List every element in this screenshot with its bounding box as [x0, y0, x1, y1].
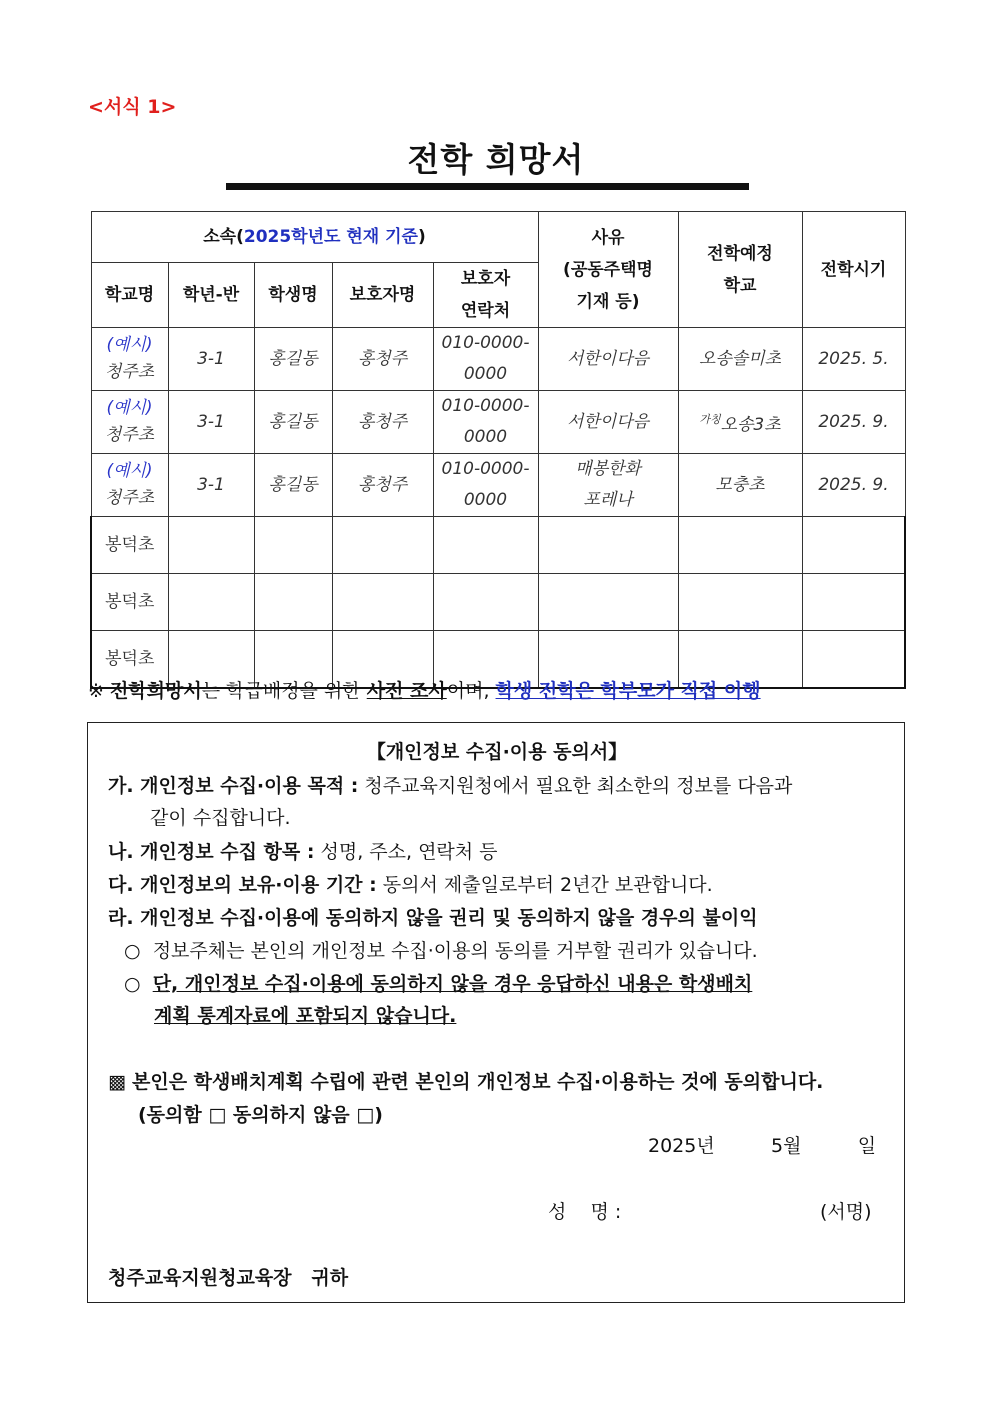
consent-options[interactable]: (동의함 □ 동의하지 않음 □): [138, 1104, 383, 1126]
target-school-input-cell[interactable]: [678, 574, 802, 631]
timing-input-cell[interactable]: [802, 517, 905, 574]
guardian-cell: 홍청주: [332, 454, 433, 517]
contact-cell: 010-0000- 0000: [433, 391, 538, 454]
contact-cell: 010-0000- 0000: [433, 328, 538, 391]
col-school-header: 학교명: [91, 263, 168, 328]
target-school-cell: 오송솔미초: [678, 328, 802, 391]
grade-cell: 3-1: [168, 328, 254, 391]
col-guardian-header: 보호자명: [332, 263, 433, 328]
note-emphasis: 학생 전학은 학부모가 직접 이행: [495, 680, 761, 702]
table-row: [91, 454, 905, 517]
student-cell: 홍길동: [254, 454, 332, 517]
consent-item-rights: 라. 개인정보 수집·이용에 동의하지 않을 권리 및 동의하지 않을 경우의 불이익: [108, 907, 758, 929]
timing-header: 전학시기: [802, 212, 905, 328]
school-cell: (예시) 청주초: [91, 454, 168, 517]
consent-bullet-2: ○ 단, 개인정보 수집·이용에 동의하지 않을 경우 응답하신 내용은 학생배치: [124, 973, 753, 995]
reason-cell: 서한이다음: [538, 391, 678, 454]
target-school-input-cell[interactable]: [678, 517, 802, 574]
page-title: 전학 희망서: [407, 140, 585, 179]
group-header: 소속(2025학년도 현재 기준): [91, 212, 538, 263]
student-input-cell[interactable]: [254, 517, 332, 574]
tentative-mark: 가칭: [699, 412, 721, 426]
consent-item-purpose-cont: 같이 수집합니다.: [150, 807, 291, 829]
reason-input-cell[interactable]: [538, 517, 678, 574]
col-contact-header: 보호자 연락처: [433, 263, 538, 328]
signature-name-label: 성 명 :: [548, 1201, 622, 1223]
form-label: <서식 1>: [88, 96, 177, 118]
table-row: [91, 328, 905, 391]
target-school-cell: $^{가칭}$오송3초: [678, 391, 802, 454]
guardian-cell: 홍청주: [332, 391, 433, 454]
grade-cell: 3-1: [168, 391, 254, 454]
consent-bullet-1: ○ 정보주체는 본인의 개인정보 수집·이용의 동의를 거부할 권리가 있습니다.: [124, 940, 758, 962]
contact-input-cell[interactable]: [433, 517, 538, 574]
consent-title: 【개인정보 수집·이용 동의서】: [366, 741, 628, 763]
consent-item-purpose: 가. 개인정보 수집·이용 목적 : 청주교육지원청에서 필요한 최소한의 정보를 다음과: [108, 775, 793, 797]
student-cell: 홍길동: [254, 391, 332, 454]
target-school-header: 전학예정 학교: [678, 212, 802, 328]
consent-item-retention: 다. 개인정보의 보유·이용 기간 : 동의서 제출일로부터 2년간 보관합니다.: [108, 874, 713, 896]
contact-cell: 010-0000- 0000: [433, 454, 538, 517]
student-input-cell[interactable]: [254, 574, 332, 631]
signature-mark[interactable]: (서명): [820, 1201, 872, 1223]
timing-input-cell[interactable]: [802, 574, 905, 631]
consent-bullet-2-cont: 계획 통계자료에 포함되지 않습니다.: [154, 1005, 457, 1027]
timing-cell: 2025. 9.: [802, 391, 905, 454]
school-cell: (예시) 청주초: [91, 328, 168, 391]
target-school-cell: 모충초: [678, 454, 802, 517]
school-cell: 봉덕초: [91, 517, 168, 574]
grade-input-cell[interactable]: [168, 517, 254, 574]
col-grade-header: 학년-반: [168, 263, 254, 328]
grade-input-cell[interactable]: [168, 574, 254, 631]
reason-input-cell[interactable]: [538, 574, 678, 631]
guardian-cell: 홍청주: [332, 328, 433, 391]
table-row: [91, 574, 905, 631]
consent-item-fields: 나. 개인정보 수집 항목 : 성명, 주소, 연락처 등: [108, 841, 498, 863]
guardian-input-cell[interactable]: [332, 517, 433, 574]
student-cell: 홍길동: [254, 328, 332, 391]
transfer-note: ※ 전학희망서는 학급배정을 위한 사전 조사이며, 학생 전학은 학부모가 직접 이행: [88, 680, 761, 702]
consent-date: 2025년 5월 일: [648, 1135, 877, 1157]
reason-cell: 매봉한화 포레나: [538, 454, 678, 517]
reason-header: 사유 (공동주택명 기재 등): [538, 212, 678, 328]
contact-input-cell[interactable]: [433, 574, 538, 631]
addressee: 청주교육지원청교육장 귀하: [108, 1267, 349, 1289]
consent-form: [87, 722, 905, 1303]
guardian-input-cell[interactable]: [332, 574, 433, 631]
consent-agreement: ▩ 본인은 학생배치계획 수립에 관련 본인의 개인정보 수집·이용하는 것에 동의합니다.: [108, 1071, 824, 1093]
reason-cell: 서한이다음: [538, 328, 678, 391]
school-cell: 봉덕초: [91, 631, 168, 688]
col-student-header: 학생명: [254, 263, 332, 328]
timing-cell: 2025. 5.: [802, 328, 905, 391]
table-row: [91, 391, 905, 454]
title-underline: [226, 183, 749, 190]
group-header-year: 2025학년도 현재 기준: [243, 227, 418, 247]
transfer-table: [90, 211, 906, 689]
school-cell: 봉덕초: [91, 574, 168, 631]
timing-cell: 2025. 9.: [802, 454, 905, 517]
school-cell: (예시) 청주초: [91, 391, 168, 454]
table-row: [91, 517, 905, 574]
grade-cell: 3-1: [168, 454, 254, 517]
